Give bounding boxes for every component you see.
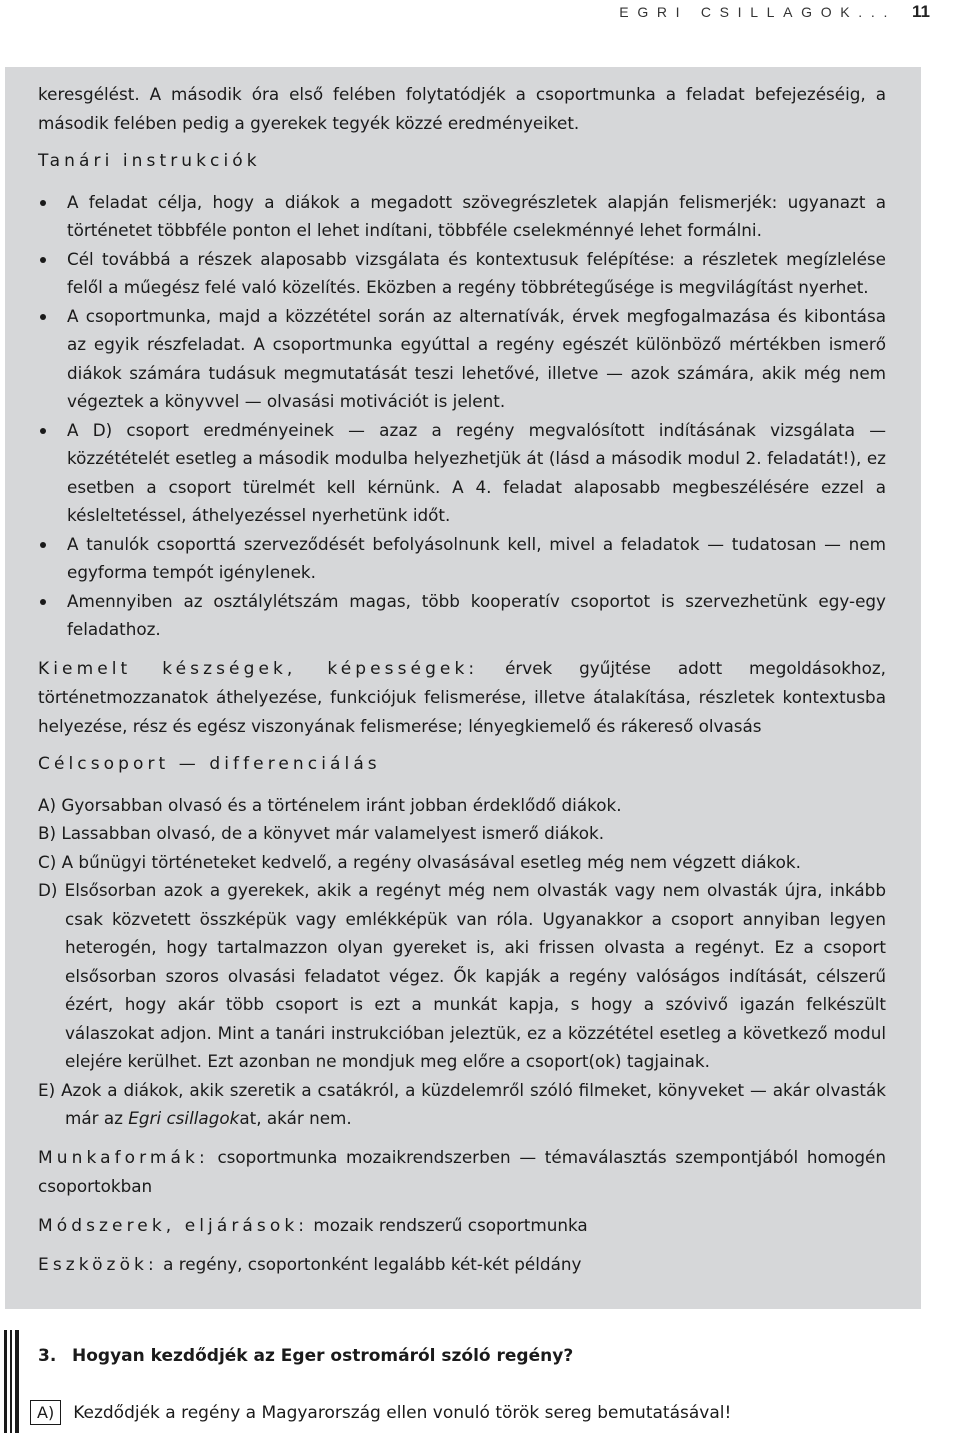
- celcsoport-list: [38, 791, 886, 1133]
- answer-text: Kezdődjék a regény a Magyarország ellen vonuló török sereg bemutatásával!: [73, 1402, 732, 1423]
- modszerek-label: Módszerek, eljárások:: [38, 1215, 309, 1236]
- list-item: A csoportmunka, majd a közzététel során az alternatívák, érvek megfogalmazása és kibontása az egyik részfeladat. A csoportmunka egyúttal a regény egészét különböző mértékben ismerő diákok számára tudásuk megmutatását teszi lehetővé, illetve — azok számára, akik még nem végeztek a könyvvel — olvasási motivációt is jelent.: [38, 302, 886, 416]
- bullet-icon: [40, 599, 46, 605]
- question-section: [0, 1330, 960, 1433]
- munkaformak-section: [38, 1143, 886, 1201]
- margin-bar: [4, 1330, 7, 1433]
- book-title: EGRI CSILLAGOK...: [619, 4, 897, 20]
- list-item: A tanulók csoporttá szerveződését befolyásolnunk kell, mivel a feladatok — tudatosan — nem egyforma tempót igénylenek.: [38, 530, 886, 587]
- modszerek-section: [38, 1211, 886, 1241]
- bullet-icon: [40, 200, 46, 206]
- list-item: A D) csoport eredményeinek — azaz a regény megvalósított indításának vizsgálata — közzétételét esetleg a második modulba helyezhetjük át (lásd a második modul 2. feladatát!), ez esetben a csoport türelmét kell kérnünk. A 4. feladat alaposabb megbeszélésére ezzel a késleltetéssel, áthelyezéssel nyerhetünk időt.: [38, 416, 886, 530]
- bullet-icon: [40, 257, 46, 263]
- list-item: E) Azok a diákok, akik szeretik a csatákról, a küzdelemről szóló filmeket, könyveket — akár olvasták már az Egri csillagokat, akár nem.: [38, 1079, 886, 1128]
- margin-bar: [15, 1330, 19, 1433]
- munkaformak-text: csoportmunka mozaikrendszerben — témaválasztás szempontjából homogén csoportokban: [38, 1146, 886, 1196]
- question-title: [38, 1346, 573, 1366]
- intro-paragraph: keresgélést. A második óra első felében folytatódjék a csoportmunka a feladat befejezéséig, a második felében pedig a gyerekek tegyék közzé eredményeiket.: [38, 84, 886, 133]
- list-item: D) Elsősorban azok a gyerekek, akik a regényt még nem olvasták vagy nem olvasták újra, inkább csak közvetett összképük vagy emlékképük van róla. Ugyanakkor a csoport annyiban legyen heterogén, hogy tartalmazzon olyan gyereket is, aki frissen olvasta a regényt. Ez a csoport elsősorban szoros olvasási feladatot végez. Ők kapják a regény valóságos indítását, célszerű ézért, hogy akár több csoport is ezt a munkát kapja, s hogy a szóvivő igazán felkészült válaszokat adjon. Mint a tanári instrukcióban jeleztük, ez a közzététel esetleg a következő modul elejére kerülhet. Ezt azonban ne mondjuk meg előre a csoport(ok) tagjainak.: [38, 880, 886, 1071]
- modszerek-text: mozaik rendszerű csoportmunka: [313, 1214, 588, 1235]
- eszkozok-section: [38, 1250, 886, 1280]
- question-text: Hogyan kezdődjék az Eger ostromáról szóló regény?: [72, 1346, 574, 1366]
- bullet-icon: [40, 314, 46, 320]
- kiemelt-section: [38, 654, 886, 741]
- bullet-icon: [40, 428, 46, 434]
- tanari-bullet-list: [38, 188, 886, 644]
- celcsoport-heading: Célcsoport — differenciálás: [38, 754, 381, 774]
- list-item: Amennyiben az osztálylétszám magas, több kooperatív csoportot is szervezhetünk egy-egy feladathoz.: [38, 587, 886, 644]
- list-item: A feladat célja, hogy a diákok a megadott szövegrészletek alapján felismerjék: ugyanazt a történetet többféle ponton el lehet indítani, többféle cselekménnyé lehet formálni.: [38, 188, 886, 245]
- eszkozok-text: a regény, csoportonként legalább két-két példány: [163, 1254, 582, 1274]
- margin-bars: [0, 1330, 30, 1433]
- page-number: 11: [912, 2, 930, 21]
- kiemelt-label: Kiemelt készségek, képességek:: [38, 658, 479, 679]
- panel-content: [38, 80, 886, 1290]
- book-title-italic: Egri csillagok: [128, 1108, 240, 1128]
- tanari-heading: Tanári instrukciók: [38, 151, 261, 171]
- question-number: 3.: [38, 1346, 57, 1366]
- kiemelt-text: érvek gyűjtése adott megoldásokhoz, történetmozzanatok áthelyezése, funkciójuk felismerése, illetve átalakítása, részletek kontextusba helyezése, rész és egész viszonyának felismerése; lényegkiemelő és rákereső olvasás: [38, 657, 886, 736]
- list-item: Cél továbbá a részek alaposabb vizsgálata és kontextusuk felépítése: a részletek megízlelése felől a műegész felé való közelítés. Eközben a regény többrétegűsége is megvilágítást nyerhet.: [38, 245, 886, 302]
- answer-option: [30, 1400, 731, 1425]
- list-item: B) Lassabban olvasó, de a könyvet már valamelyest ismerő diákok.: [38, 823, 605, 843]
- list-item: A) Gyorsabban olvasó és a történelem iránt jobban érdeklődő diákok.: [38, 794, 622, 815]
- list-item: C) A bűnügyi történeteket kedvelő, a regény olvasásával esetleg még nem végzett diákok.: [38, 851, 801, 872]
- bullet-icon: [40, 542, 46, 548]
- munkaformak-label: Munkaformák:: [38, 1147, 209, 1168]
- answer-letter: A): [30, 1400, 61, 1425]
- running-header: [619, 2, 930, 26]
- eszkozok-label: Eszközök:: [38, 1255, 158, 1275]
- margin-bar: [10, 1330, 12, 1433]
